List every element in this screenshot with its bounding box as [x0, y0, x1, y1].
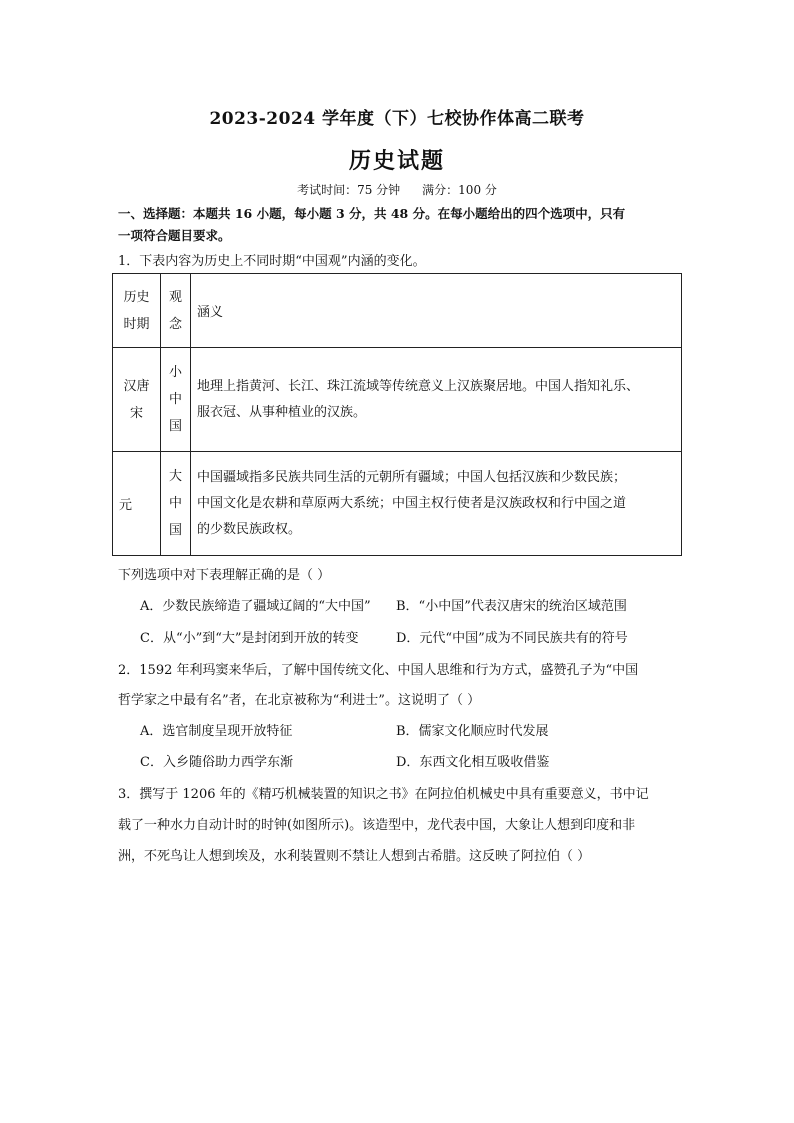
q2-option-a[interactable]: A．选官制度呈现开放特征	[140, 724, 293, 739]
row-meaning	[191, 348, 682, 452]
row-concept-char: 小	[168, 365, 182, 380]
header-concept-char: 观	[168, 289, 182, 305]
row-concept-char: 中	[168, 496, 182, 511]
row-period-line: 元	[119, 498, 133, 513]
header-meaning: 涵义	[191, 274, 682, 348]
row-meaning-line: 地理上指黄河、长江、珠江流域等传统意义上汉族聚居地。中国人指知礼乐、	[197, 378, 640, 394]
table-header-row	[113, 274, 682, 348]
header-period-line: 时期	[123, 316, 150, 332]
row-concept-char: 国	[168, 523, 182, 538]
row-period-line: 宋	[129, 405, 143, 421]
q1-option-c[interactable]: C．从“小”到“大”是封闭到开放的转变	[140, 631, 359, 646]
row-concept-char: 中	[168, 392, 182, 407]
row-concept-char: 大	[168, 469, 182, 484]
row-meaning-line: 服衣冠、从事种植业的汉族。	[197, 404, 367, 420]
header-concept-char: 念	[168, 316, 182, 332]
q1-option-b[interactable]: B．“小中国”代表汉唐宋的统治区域范围	[396, 599, 627, 614]
row-concept	[161, 348, 191, 452]
instructions-line-1: 一、选择题：本题共 16 小题，每小题 3 分，共 48 分。在每小题给出的四个选项中，只有	[118, 206, 626, 221]
exam-info	[0, 181, 794, 198]
section-instructions	[118, 203, 683, 247]
q1-table	[112, 273, 682, 556]
row-period	[113, 348, 161, 452]
row-period-line: 汉唐	[123, 378, 150, 394]
q2-line-2: 哲学家之中最有名”者，在北京被称为“利进士”。这说明了（ ）	[118, 693, 481, 708]
q2-option-c[interactable]: C．入乡随俗助力西学东渐	[140, 755, 293, 770]
q3-line-2: 载了一种水力自动计时的时钟(如图所示)。该造型中，龙代表中国，大象让人想到印度和非	[118, 818, 636, 833]
q2-option-b[interactable]: B．儒家文化顺应时代发展	[396, 724, 549, 739]
header-period	[113, 274, 161, 348]
table-row	[113, 452, 682, 556]
exam-subject-title: 历史试题	[348, 148, 445, 174]
full-score: 满分：100 分	[422, 183, 497, 197]
q1-option-a[interactable]: A．少数民族缔造了疆域辽阔的“大中国”	[140, 599, 371, 614]
q3-line-1: 3．撰写于 1206 年的《精巧机械装置的知识之书》在阿拉伯机械史中具有重要意义，书中记	[118, 787, 649, 802]
row-meaning	[191, 452, 682, 556]
header-concept	[161, 274, 191, 348]
q2-line-1: 2．1592 年利玛窦来华后，了解中国传统文化、中国人思维和行为方式，盛赞孔子为“中国	[118, 663, 639, 678]
row-meaning-line: 中国文化是农耕和草原两大系统；中国主权行使者是汉族政权和行中国之道	[197, 495, 627, 511]
exam-time: 考试时间：75 分钟	[297, 183, 401, 197]
exam-title: 2023-2024 学年度（下）七校协作体高二联考	[209, 109, 585, 129]
q3-line-3: 洲，不死鸟让人想到埃及，水利装置则不禁让人想到古希腊。这反映了阿拉伯（ ）	[118, 849, 591, 864]
q2-option-d[interactable]: D．东西文化相互吸收借鉴	[396, 755, 550, 770]
q1-option-d[interactable]: D．元代“中国”成为不同民族共有的符号	[396, 631, 628, 646]
q1-question: 下列选项中对下表理解正确的是（ ）	[118, 568, 331, 583]
table-row	[113, 348, 682, 452]
q1-stem: 1．下表内容为历史上不同时期“中国观”内涵的变化。	[118, 254, 426, 269]
row-concept-char: 国	[168, 419, 182, 434]
header-period-line: 历史	[123, 289, 150, 305]
row-meaning-line: 中国疆域指多民族共同生活的元朝所有疆域；中国人包括汉族和少数民族；	[197, 469, 627, 485]
row-period	[113, 452, 161, 556]
row-concept	[161, 452, 191, 556]
row-meaning-line: 的少数民族政权。	[197, 521, 302, 537]
instructions-line-2: 一项符合题目要求。	[118, 228, 231, 243]
